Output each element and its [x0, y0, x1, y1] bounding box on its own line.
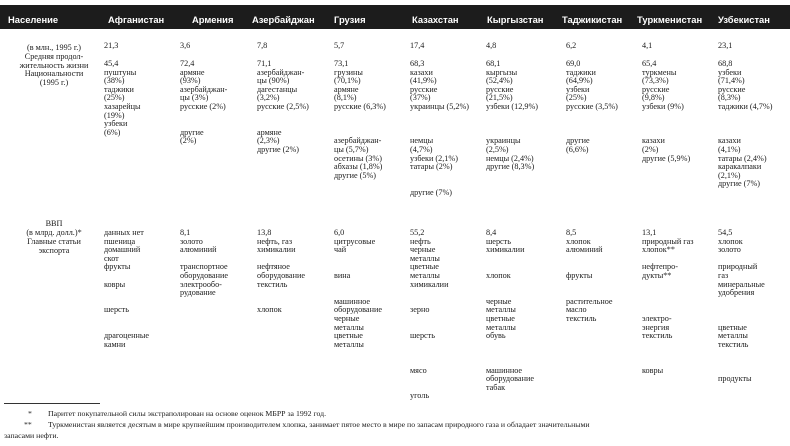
cell-line: 17,4: [410, 41, 425, 50]
footnote-2-mark: **: [24, 420, 32, 429]
cell-line: 68,1: [486, 59, 501, 68]
cell-line: [642, 341, 694, 350]
cell-line: [486, 341, 534, 350]
cell-line: пуштуны: [104, 67, 137, 77]
cell-line: хлопок: [257, 305, 282, 315]
cell-line: фрукты: [104, 262, 131, 272]
table-header-band: [0, 5, 790, 29]
cell-line: химикалии: [410, 279, 449, 289]
cell-line: хлопок: [566, 236, 591, 246]
cell-line: каракалпаки: [718, 162, 762, 172]
cell-line: оборудование: [334, 305, 382, 315]
cell-line: 3,6: [180, 41, 191, 50]
cell-line: хлопок**: [642, 245, 675, 255]
azerbaijan-gdp-exports: [257, 229, 305, 315]
cell-line: узбеки (2,1%): [410, 153, 458, 163]
cell-line: (25%): [104, 93, 125, 103]
turkmenistan-population: [642, 42, 652, 51]
armenia-population: [180, 42, 190, 51]
cell-line: цветные: [718, 322, 747, 332]
cell-line: [642, 281, 694, 290]
cell-line: ковры: [104, 279, 126, 289]
uzbekistan-gdp-exports: [718, 229, 765, 384]
cell-line: русские: [410, 84, 438, 94]
kazakhstan-life-nationalities: [410, 60, 469, 198]
cell-line: 73,1: [334, 59, 349, 68]
cell-line: оборудование: [180, 270, 228, 280]
cell-line: металлы: [334, 339, 364, 349]
cell-line: нефть: [410, 236, 431, 246]
cell-line: (37%): [410, 93, 431, 103]
cell-line: 8,5: [566, 228, 577, 237]
cell-line: обувь: [486, 331, 506, 341]
tajikistan-gdp-exports: [566, 229, 613, 324]
cell-line: нефтепро-: [642, 262, 678, 272]
cell-line: украинцы (5,2%): [410, 101, 469, 111]
cell-line: [410, 349, 448, 358]
cell-line: дагестанцы: [257, 84, 298, 94]
cell-line: [486, 112, 538, 121]
cell-line: данных нет: [104, 228, 144, 237]
cell-line: шерсть: [410, 331, 435, 341]
cell-line: [410, 375, 448, 384]
armenia-life-nationalities: [180, 60, 227, 146]
cell-line: (93%): [180, 76, 201, 86]
cell-line: скот: [104, 253, 119, 263]
cell-line: татары (2,4%): [718, 153, 767, 163]
cell-line: газ: [718, 270, 729, 280]
armenia-gdp-exports: [180, 229, 228, 298]
cell-line: хлопок: [486, 270, 511, 280]
cell-line: 55,2: [410, 228, 425, 237]
cell-line: [566, 120, 618, 129]
cell-line: [566, 281, 613, 290]
cell-line: чай: [334, 245, 347, 255]
cell-line: осетины (3%): [334, 153, 382, 163]
cell-line: русские: [486, 84, 514, 94]
cell-line: текстиль: [718, 339, 749, 349]
cell-line: зерно: [410, 305, 430, 315]
row-label-nationalities: Национальности (1995 г.): [24, 69, 84, 87]
header-armenia: Армения: [192, 14, 234, 25]
azerbaijan-life-nationalities: [257, 60, 309, 155]
cell-line: другие (2%): [257, 144, 300, 154]
footnote-rule: [4, 403, 100, 404]
cell-line: 8,4: [486, 228, 497, 237]
cell-line: таджики: [566, 67, 596, 77]
afghanistan-life-nationalities: [104, 60, 140, 137]
cell-line: русские: [642, 84, 670, 94]
cell-line: другие (5,9%): [642, 153, 691, 163]
cell-line: [410, 289, 448, 298]
cell-line: текстиль: [566, 313, 597, 323]
cell-line: шерсть: [104, 305, 129, 315]
cell-line: (64,9%): [566, 76, 593, 86]
cell-line: дукты**: [642, 270, 672, 280]
cell-line: 4,8: [486, 41, 497, 50]
cell-line: растительное: [566, 296, 613, 306]
cell-line: 69,0: [566, 59, 581, 68]
cell-line: пшеница: [104, 236, 136, 246]
cell-line: узбеки (12,9%): [486, 101, 539, 111]
cell-line: [642, 120, 690, 129]
cell-line: хлопок: [718, 236, 743, 246]
cell-line: вина: [334, 270, 351, 280]
cell-line: 71,1: [257, 59, 272, 68]
cell-line: русские (2%): [180, 101, 226, 111]
cell-line: черные: [410, 245, 436, 255]
cell-line: [486, 120, 538, 129]
cell-line: металлы: [410, 270, 440, 280]
cell-line: хазарейцы: [104, 101, 141, 111]
cell-line: [718, 306, 765, 315]
cell-line: русские (3,5%): [566, 101, 618, 111]
cell-line: 4,1: [642, 41, 653, 50]
footnote-1-text: Паритет покупательной силы экстраполирован на основе оценок МБРР за 1992 год.: [48, 409, 327, 418]
row-label-population: (в млн., 1995 г.): [26, 43, 82, 52]
cell-line: татары (2%): [410, 162, 453, 172]
tajikistan-population: [566, 42, 576, 51]
cell-line: цы (90%): [257, 76, 290, 86]
cell-line: химикалии: [257, 245, 296, 255]
georgia-population: [334, 42, 344, 51]
cell-line: алюминий: [566, 245, 603, 255]
cell-line: [257, 112, 309, 121]
cell-line: металлы: [486, 322, 516, 332]
tajikistan-life-nationalities: [566, 60, 618, 155]
cell-line: другие: [180, 127, 204, 137]
cell-line: 23,1: [718, 41, 733, 50]
cell-line: (2,3%): [257, 136, 280, 146]
cell-line: [180, 112, 227, 121]
cell-line: цитрусовые: [334, 236, 376, 246]
cell-line: (3,2%): [257, 93, 280, 103]
cell-line: алюминий: [180, 245, 217, 255]
header-uzbekistan: Узбекистан: [718, 14, 770, 25]
cell-line: металлы: [410, 253, 440, 263]
cell-line: 65,4: [642, 59, 657, 68]
cell-line: оборудование: [257, 270, 305, 280]
footnote-1-mark: *: [28, 409, 32, 418]
cell-line: узбеки (9%): [642, 101, 684, 111]
cell-line: азербайджан-: [180, 84, 228, 94]
cell-line: 45,4: [104, 59, 119, 68]
cell-line: (2%): [180, 136, 197, 146]
cell-line: [718, 112, 772, 121]
cell-line: (4,7%): [410, 144, 433, 154]
cell-line: энергия: [642, 322, 670, 332]
kazakhstan-gdp-exports: [410, 229, 448, 401]
afghanistan-gdp-exports: [104, 229, 149, 349]
cell-line: природный: [718, 262, 758, 272]
cell-line: камни: [104, 339, 126, 349]
header-kazakhstan: Казахстан: [412, 14, 459, 25]
cell-line: [410, 315, 448, 324]
cell-line: (52,4%): [486, 76, 513, 86]
cell-line: транспортное: [180, 262, 228, 272]
cell-line: нефтяное: [257, 262, 290, 272]
cell-line: нефть, газ: [257, 236, 293, 246]
cell-line: (25%): [566, 93, 587, 103]
uzbekistan-life-nationalities: [718, 60, 772, 189]
cell-line: украинцы: [486, 136, 521, 146]
header-tajikistan: Таджикистан: [562, 14, 623, 25]
cell-line: (70,1%): [334, 76, 361, 86]
cell-line: цы (5,7%): [334, 144, 369, 154]
cell-line: 72,4: [180, 59, 195, 68]
cell-line: удобрения: [718, 288, 755, 298]
cell-line: 21,3: [104, 41, 119, 50]
cell-line: грузины: [334, 67, 363, 77]
cell-line: машинное: [334, 296, 371, 306]
cell-line: цы (3%): [180, 93, 209, 103]
footnote-2-text: Туркменистан является десятым в мире крупнейшим производителем хлопка, занимает пятое место в мире по запасам природного газа и обладает значительными: [48, 420, 590, 429]
cell-line: другие (7%): [410, 187, 453, 197]
cell-line: 68,8: [718, 59, 733, 68]
cell-line: [642, 298, 694, 307]
cell-line: немцы: [410, 136, 434, 146]
georgia-gdp-exports: [334, 229, 382, 349]
cell-line: металлы: [486, 305, 516, 315]
cell-line: армяне: [257, 127, 282, 137]
cell-line: текстиль: [642, 331, 673, 341]
cell-line: азербайджан-: [257, 67, 305, 77]
cell-line: [334, 281, 382, 290]
kyrgyzstan-life-nationalities: [486, 60, 538, 172]
cell-line: [104, 315, 149, 324]
cell-line: цветные: [410, 262, 439, 272]
cell-line: золото: [180, 236, 203, 246]
cell-line: [718, 120, 772, 129]
header-turkmenistan: Туркменистан: [637, 14, 703, 25]
cell-line: [410, 172, 469, 181]
cell-line: машинное: [486, 365, 523, 375]
cell-line: продукты: [718, 374, 752, 384]
cell-line: [334, 120, 386, 129]
cell-line: (8,1%): [334, 93, 357, 103]
cell-line: [334, 112, 386, 121]
cell-line: [410, 112, 469, 121]
cell-line: немцы (2,4%): [486, 153, 534, 163]
cell-line: другие (7%): [718, 179, 761, 189]
cell-line: [642, 289, 694, 298]
cell-line: черные: [486, 296, 512, 306]
cell-line: цветные: [334, 331, 363, 341]
cell-line: электрообо-: [180, 279, 222, 289]
cell-line: [486, 349, 534, 358]
row-label-life-expectancy: Средняя продол- жительность жизни: [19, 52, 89, 70]
header-georgia: Грузия: [334, 14, 366, 25]
cell-line: казахи: [642, 136, 665, 146]
cell-line: русские (2,5%): [257, 101, 309, 111]
cell-line: [566, 255, 613, 264]
cell-line: (19%): [104, 110, 125, 120]
cell-line: [642, 349, 694, 358]
header-azerbaijan: Азербайджан: [252, 14, 315, 25]
turkmenistan-gdp-exports: [642, 229, 694, 375]
afghanistan-population: [104, 42, 118, 51]
cell-line: оборудование: [486, 374, 534, 384]
cell-line: драгоценные: [104, 331, 150, 341]
turkmenistan-life-nationalities: [642, 60, 690, 163]
cell-line: 6,2: [566, 41, 577, 50]
header-afghanistan: Афганистан: [108, 14, 165, 25]
cell-line: мясо: [410, 365, 427, 375]
cell-line: [486, 281, 534, 290]
cell-line: фрукты: [566, 270, 593, 280]
cell-line: масло: [566, 305, 587, 315]
kyrgyzstan-gdp-exports: [486, 229, 534, 392]
cell-line: электро-: [642, 313, 672, 323]
cell-line: таджики (4,7%): [718, 101, 773, 111]
cell-line: ковры: [642, 365, 664, 375]
cell-line: цветные: [486, 313, 515, 323]
row-label-gdp: ВВП (в млрд. долл.)*: [26, 219, 82, 237]
cell-line: [718, 298, 765, 307]
cell-line: (2%): [642, 144, 659, 154]
cell-line: (2,5%): [486, 144, 509, 154]
cell-line: 54,5: [718, 228, 733, 237]
cell-line: русские: [718, 84, 746, 94]
cell-line: (6%): [104, 127, 121, 137]
cell-line: туркмены: [642, 67, 677, 77]
cell-line: таджики: [104, 84, 134, 94]
cell-line: (8,3%): [718, 93, 741, 103]
cell-line: 13,1: [642, 228, 657, 237]
cell-line: минеральные: [718, 279, 765, 289]
cell-line: рудование: [180, 288, 216, 298]
cell-line: другие (8,3%): [486, 162, 535, 172]
cell-line: природный газ: [642, 236, 694, 246]
row-label-exports: Главные статьи экспорта: [27, 237, 81, 255]
cell-line: армяне: [334, 84, 359, 94]
cell-line: текстиль: [257, 279, 288, 289]
cell-line: узбеки: [566, 84, 590, 94]
cell-line: (4,1%): [718, 144, 741, 154]
cell-line: 6,0: [334, 228, 345, 237]
cell-line: металлы: [334, 322, 364, 332]
cell-line: абхазы (1,8%): [334, 162, 383, 172]
georgia-life-nationalities: [334, 60, 386, 180]
cell-line: узбеки: [104, 119, 128, 129]
cell-line: уголь: [410, 391, 430, 401]
cell-line: 5,7: [334, 41, 345, 50]
cell-line: [718, 358, 765, 367]
cell-line: казахи: [410, 67, 433, 77]
cell-line: (71,4%): [718, 76, 745, 86]
cell-line: (21,5%): [486, 93, 513, 103]
cell-line: табак: [486, 382, 506, 392]
cell-line: (41,9%): [410, 76, 437, 86]
header-population: Население: [8, 14, 59, 25]
cell-line: химикалии: [486, 245, 525, 255]
cell-line: [642, 112, 690, 121]
cell-line: кыргызы: [486, 67, 518, 77]
uzbekistan-population: [718, 42, 732, 51]
cell-line: домашний: [104, 245, 141, 255]
cell-line: узбеки: [718, 67, 742, 77]
cell-line: 13,8: [257, 228, 272, 237]
cell-line: (2,1%): [718, 170, 741, 180]
cell-line: металлы: [718, 331, 748, 341]
cell-line: 7,8: [257, 41, 268, 50]
kazakhstan-population: [410, 42, 424, 51]
cell-line: [566, 112, 618, 121]
cell-line: другие: [566, 136, 590, 146]
cell-line: (9,8%): [642, 93, 665, 103]
cell-line: (6,6%): [566, 144, 589, 154]
cell-line: черные: [334, 313, 360, 323]
cell-line: [257, 289, 305, 298]
cell-line: армяне: [180, 67, 205, 77]
cell-line: русские (6,3%): [334, 101, 386, 111]
cell-line: [718, 349, 765, 358]
header-kyrgyzstan: Кыргызстан: [487, 14, 544, 25]
cell-line: (73,3%): [642, 76, 669, 86]
footnote-2-continuation: запасами нефти.: [4, 431, 59, 440]
cell-line: (38%): [104, 76, 125, 86]
cell-line: [104, 289, 149, 298]
cell-line: золото: [718, 245, 741, 255]
kyrgyzstan-population: [486, 42, 496, 51]
cell-line: 8,1: [180, 228, 191, 237]
cell-line: 68,3: [410, 59, 425, 68]
cell-line: [410, 120, 469, 129]
azerbaijan-population: [257, 42, 267, 51]
cell-line: [334, 255, 382, 264]
cell-line: казахи: [718, 136, 741, 146]
cell-line: шерсть: [486, 236, 511, 246]
cell-line: [410, 341, 448, 350]
cell-line: азербайджан-: [334, 136, 382, 146]
cell-line: другие (5%): [334, 170, 377, 180]
cell-line: [486, 255, 534, 264]
